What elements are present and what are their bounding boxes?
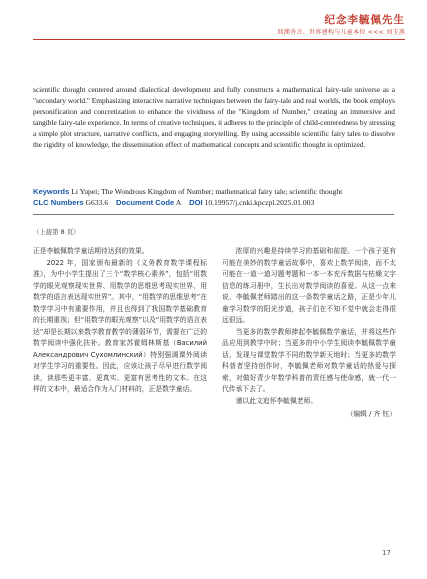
- doi-value: 10.19957/j.cnki.kpczpl.2025.01.003: [204, 198, 315, 207]
- column-subtitle: 回溯善言、世界建构与儿童本位 <<< 刘玉燕: [277, 29, 405, 36]
- keywords-line: [33, 187, 395, 196]
- doi-label: DOI: [189, 198, 203, 207]
- header-divider: [33, 39, 405, 40]
- left-column: [33, 246, 207, 396]
- clc-value: G633.6: [85, 198, 109, 207]
- clc-line: [33, 198, 395, 207]
- keywords-text: Li Yupei; The Wondrous Kingdom of Number; mathematical fairy tale; scientific thought: [71, 187, 343, 196]
- column-title: 纪念李毓佩先生: [324, 14, 405, 26]
- continuation-note: （上接第 8 页）: [33, 228, 80, 236]
- document-code-value: A: [175, 198, 182, 207]
- paragraph: 浓厚的兴趣是持续学习的基础和前提。一个孩子更有可能在美妙的数学童话故事中，喜欢上数学阅读，而不太可能在一道一道习题考题和一本一本充斥数据与枯燥文字信息的练习册中，生长出对数学阅读的喜爱。从这一点来说，李毓佩老师踏出的这一条数学童话之路，正是少年儿童学习数学的阳光步道，孩子们在不知不觉中就会走得很远很远。: [222, 247, 396, 324]
- keywords-label: Keywords: [33, 187, 70, 196]
- document-code-label: Document Code: [116, 198, 175, 207]
- english-abstract: scientific thought centered around dialectical development and fully constructs a mathematical fairy-tale universe as a "secondary world." Emphasizing interactive narrative techniques between the fairy-tale and real worlds, the book employs personification and concretization to enhance the vividness of the "Kingdom of Number," creating an immersive and tangible fairy-tale experience. In terms of creative techniques, it adheres to the principle of child-centeredness by stressing a simple plot structure, narrative conflicts, and engaging storytelling. By using accessible scientific fairy tales to dissolve the rigidity of knowledge, the dissemination effect of mathematical concepts and scientific thought is optimized.: [33, 85, 395, 149]
- page-number: 17: [382, 549, 391, 557]
- paragraph: 2022 年，国家颁布最新的《义务教育数学课程标准》，为中小学生提出了三个“数学核心素养”，包括“用数学的眼光观察现实世界、用数学的思维思考现实世界、用数学的语言表达现实世界”。其中，“用数学的思维思考”在数学学习中有重要作用，并且也得到了我国数学基础教育的长期重视；但“用数学的眼光观察”以及“用数学的语言表达”却是长期以来数学教育教学的薄弱环节，需要在广泛的数学阅读中强化扶补。教育家苏霍姆林斯基（Василий Александрович Сухомлинский）特别强调课外阅读对学生学习的重要性。因此，应该让孩子尽早进行数学阅读，读那些更丰富、更真实、更富有思考性的文本。在这样的文本中，最适合作为入门材料的，正是数学童话。: [33, 258, 207, 393]
- section-divider: [33, 214, 394, 215]
- right-column: [222, 246, 396, 421]
- clc-label: CLC Numbers: [33, 198, 84, 207]
- editor-credit: （编辑 / 齐 钰）: [346, 410, 396, 418]
- paragraph: 谨以此文追怀李毓佩老师。: [235, 396, 318, 405]
- paragraph: 正是李毓佩数学童话期待达到的效果。: [33, 247, 149, 255]
- paragraph: 当更多的数学教师捧起李毓佩数学童话，并将这些作品应用到教学中时；当更多的中小学生阅读李毓佩数学童话，发现与课堂数学不同的数学新天地时；当更多的数学科普者坚持创作时，李毓佩老师对数学童话的热爱与探索，对做好青少年数学科普的责任感与使命感，就一代一代传承下去了。: [222, 327, 396, 393]
